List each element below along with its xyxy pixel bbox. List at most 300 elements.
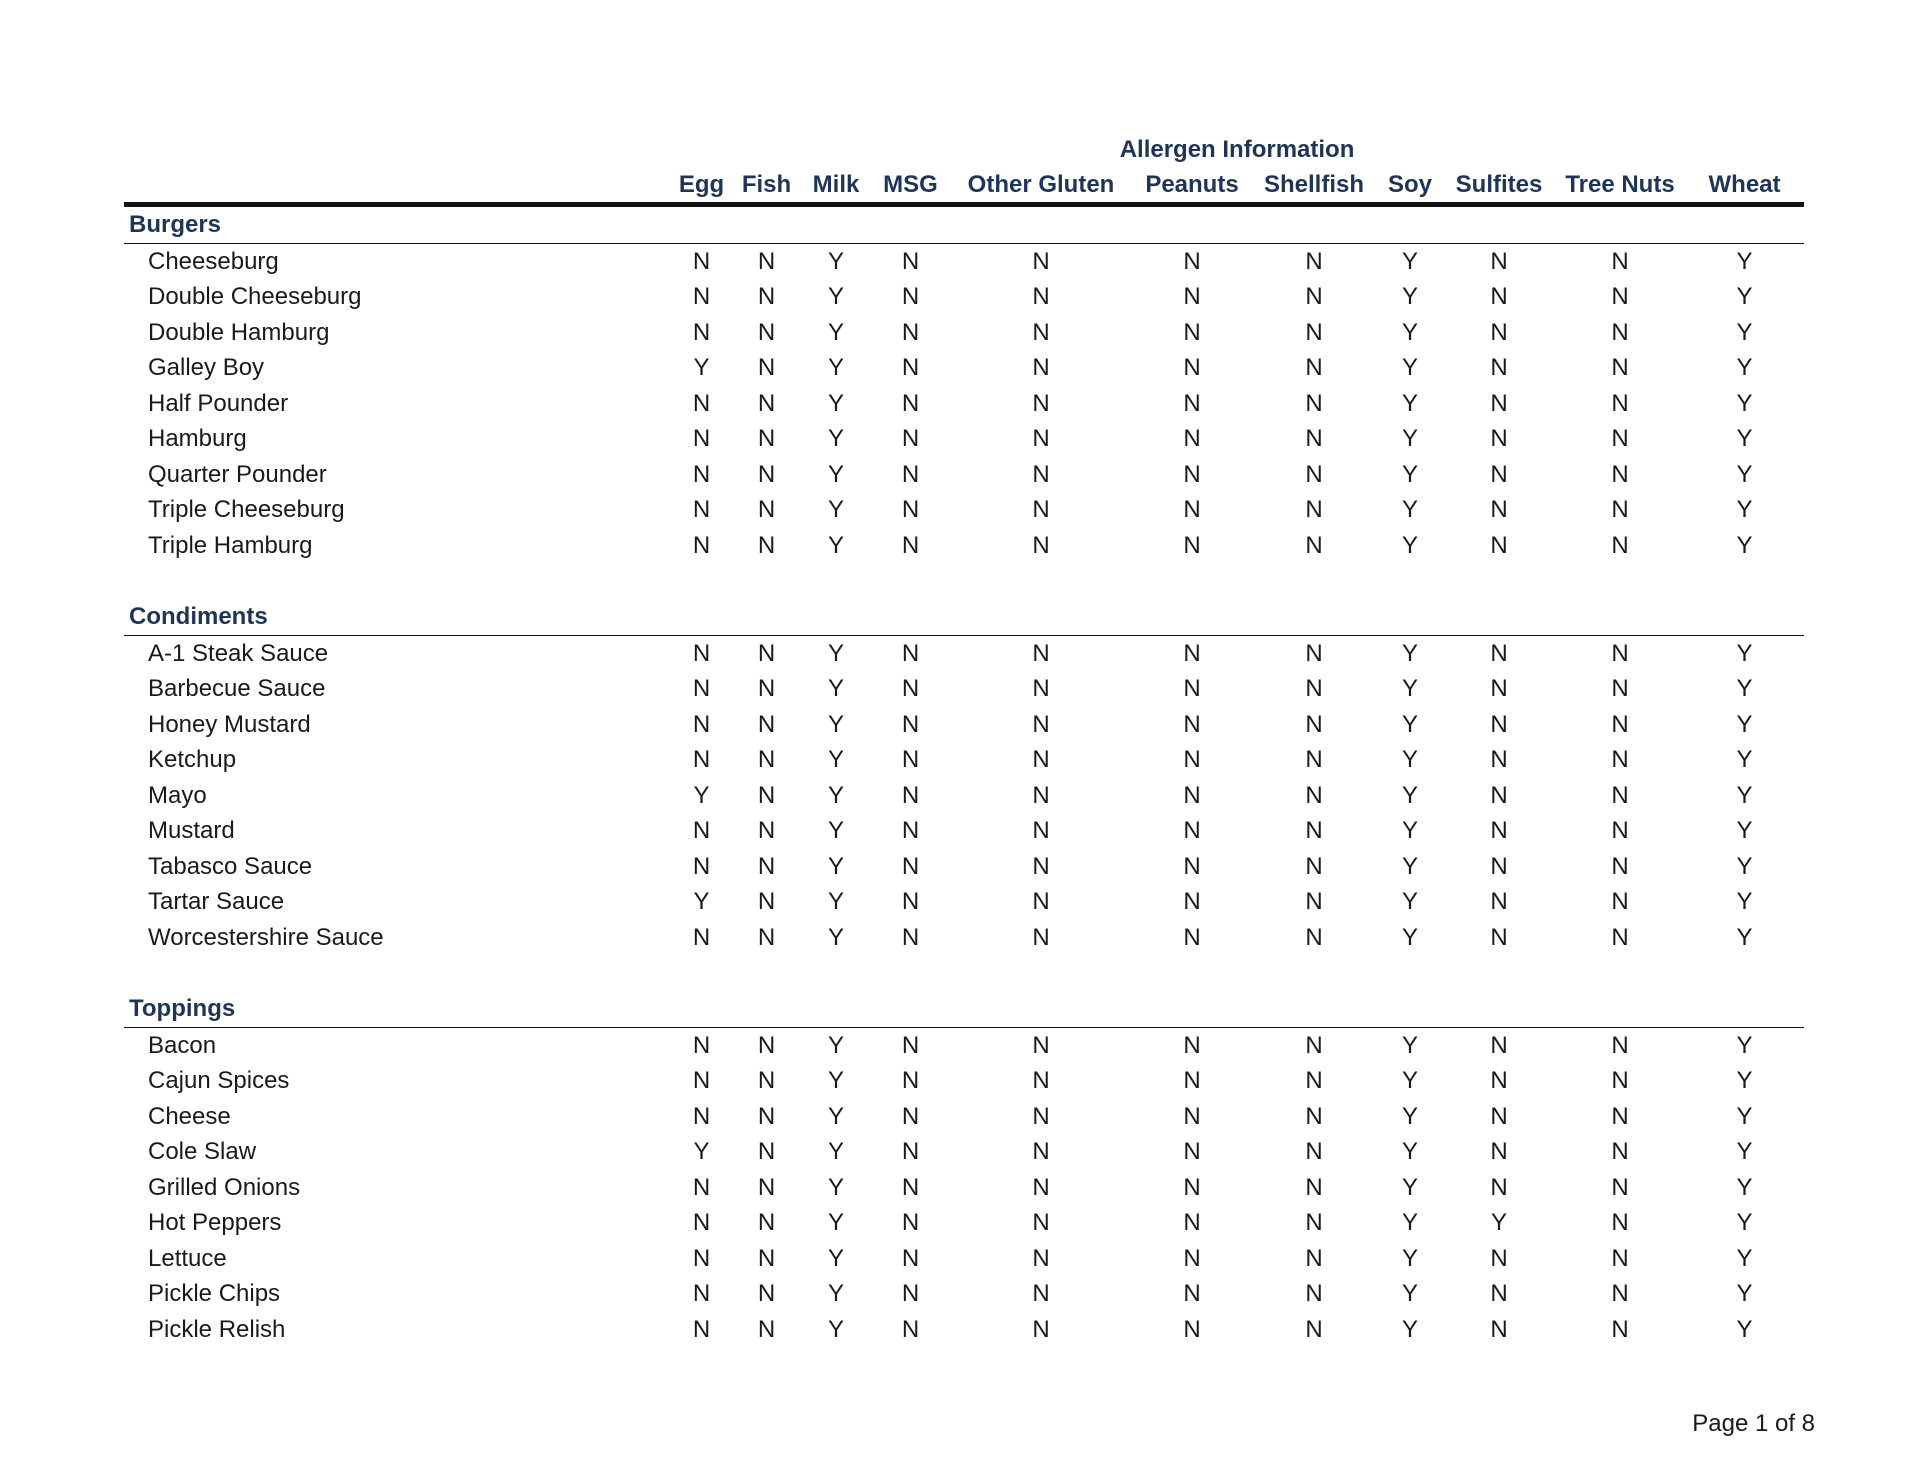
- column-header-egg: Egg: [670, 168, 733, 205]
- column-header-sulfites: Sulfites: [1443, 168, 1555, 205]
- allergen-cell: N: [1611, 639, 1629, 667]
- item-name: Cheeseburg: [148, 247, 279, 275]
- allergen-cell: N: [1305, 496, 1323, 523]
- allergen-cell: N: [901, 639, 920, 667]
- table-row: [124, 315, 1804, 351]
- allergen-cell: N: [1032, 1067, 1050, 1094]
- allergen-cell: Y: [1401, 318, 1418, 346]
- allergen-cell: N: [1611, 354, 1629, 381]
- allergen-cell: N: [692, 923, 711, 951]
- allergen-cell: Y: [827, 746, 844, 773]
- allergen-cell: N: [757, 1031, 776, 1059]
- allergen-cell: N: [692, 1315, 711, 1343]
- allergen-cell: Y: [1736, 639, 1753, 667]
- allergen-cell: N: [1611, 1244, 1629, 1272]
- allergen-cell: Y: [827, 1280, 844, 1307]
- allergen-cell: Y: [1401, 283, 1418, 310]
- allergen-cell: N: [1183, 318, 1201, 346]
- allergen-cell: N: [901, 354, 920, 381]
- allergen-cell: Y: [827, 425, 844, 452]
- column-header-peanuts: Peanuts: [1133, 168, 1251, 205]
- allergen-cell: N: [1490, 1315, 1508, 1343]
- allergen-cell: Y: [1736, 1031, 1753, 1059]
- allergen-cell: N: [1183, 460, 1201, 488]
- allergen-cell: Y: [1736, 318, 1753, 346]
- group-header-row: [124, 599, 1804, 635]
- column-header-shellfish: Shellfish: [1251, 168, 1377, 205]
- group-title: Burgers: [124, 205, 1804, 244]
- allergen-cell: N: [1490, 923, 1508, 951]
- allergen-cell: N: [757, 1102, 776, 1130]
- column-header-tree-nuts: Tree Nuts: [1555, 168, 1685, 205]
- allergen-cell: N: [1490, 1102, 1508, 1130]
- allergen-cell: Y: [827, 852, 844, 880]
- allergen-cell: N: [1611, 460, 1629, 488]
- allergen-cell: N: [1490, 1280, 1508, 1307]
- allergen-cell: N: [1183, 639, 1201, 667]
- allergen-cell: N: [1305, 1067, 1323, 1094]
- column-header-fish: Fish: [733, 168, 800, 205]
- allergen-cell: N: [1183, 817, 1201, 844]
- allergen-cell: N: [901, 460, 920, 488]
- allergen-cell: N: [1305, 1209, 1323, 1236]
- allergen-table: [124, 132, 1804, 1347]
- allergen-cell: N: [1490, 247, 1508, 275]
- allergen-cell: Y: [1736, 1173, 1753, 1201]
- allergen-cell: N: [757, 817, 776, 844]
- allergen-cell: N: [1611, 888, 1629, 915]
- allergen-cell: Y: [1736, 460, 1753, 488]
- allergen-cell: Y: [1401, 354, 1418, 381]
- allergen-cell: N: [757, 1280, 776, 1307]
- allergen-cell: N: [1305, 1280, 1323, 1307]
- allergen-cell: N: [757, 1138, 776, 1165]
- allergen-cell: N: [1183, 675, 1201, 702]
- allergen-cell: Y: [1401, 923, 1418, 951]
- allergen-cell: Y: [827, 1173, 844, 1201]
- item-name: Bacon: [148, 1031, 217, 1059]
- allergen-cell: Y: [1401, 781, 1418, 809]
- allergen-cell: Y: [1736, 283, 1753, 310]
- item-name: Ketchup: [148, 746, 237, 773]
- allergen-cell: N: [1490, 746, 1508, 773]
- allergen-cell: N: [1305, 389, 1323, 417]
- allergen-cell: N: [757, 852, 776, 880]
- allergen-cell: N: [1032, 710, 1050, 738]
- table-row: [124, 813, 1804, 849]
- allergen-cell: N: [1611, 1102, 1629, 1130]
- allergen-cell: N: [1305, 1031, 1323, 1059]
- allergen-cell: N: [1032, 425, 1050, 452]
- allergen-cell: N: [901, 389, 920, 417]
- allergen-cell: N: [1490, 389, 1508, 417]
- table-row: [124, 1276, 1804, 1312]
- table-row: [124, 1205, 1804, 1241]
- allergen-cell: Y: [827, 675, 844, 702]
- allergen-cell: N: [901, 817, 920, 844]
- table-row: [124, 1170, 1804, 1206]
- allergen-cell: Y: [1736, 1102, 1753, 1130]
- allergen-cell: N: [1183, 923, 1201, 951]
- allergen-cell: N: [1183, 852, 1201, 880]
- allergen-cell: N: [1305, 318, 1323, 346]
- allergen-cell: Y: [827, 781, 844, 809]
- allergen-cell: N: [901, 852, 920, 880]
- allergen-cell: N: [901, 247, 920, 275]
- allergen-cell: Y: [827, 283, 844, 310]
- allergen-cell: N: [1183, 1315, 1201, 1343]
- allergen-cell: N: [1611, 1280, 1629, 1307]
- allergen-cell: N: [692, 1102, 711, 1130]
- allergen-cell: Y: [1401, 639, 1418, 667]
- allergen-cell: N: [1032, 1102, 1050, 1130]
- allergen-cell: Y: [1736, 1209, 1753, 1236]
- allergen-cell: N: [1183, 283, 1201, 310]
- table-body: [124, 205, 1804, 1348]
- allergen-cell: N: [1183, 1102, 1201, 1130]
- allergen-cell: Y: [1736, 354, 1753, 381]
- allergen-cell: N: [1032, 1209, 1050, 1236]
- allergen-cell: N: [901, 1102, 920, 1130]
- allergen-cell: N: [1305, 1244, 1323, 1272]
- allergen-cell: Y: [1401, 746, 1418, 773]
- allergen-cell: N: [757, 283, 776, 310]
- allergen-cell: N: [1183, 1209, 1201, 1236]
- allergen-cell: Y: [827, 1102, 844, 1130]
- allergen-cell: N: [1183, 1067, 1201, 1094]
- allergen-cell: N: [1490, 1173, 1508, 1201]
- allergen-cell: N: [1032, 888, 1050, 915]
- allergen-cell: N: [1490, 1067, 1508, 1094]
- allergen-cell: N: [1305, 1173, 1323, 1201]
- allergen-cell: N: [1490, 283, 1508, 310]
- allergen-cell: N: [1305, 1315, 1323, 1343]
- allergen-cell: N: [692, 1209, 711, 1236]
- allergen-cell: N: [1032, 1173, 1050, 1201]
- allergen-cell: Y: [1401, 1280, 1418, 1307]
- allergen-cell: N: [1305, 460, 1323, 488]
- allergen-cell: Y: [827, 354, 844, 381]
- allergen-cell: Y: [827, 531, 844, 559]
- allergen-cell: N: [692, 460, 711, 488]
- table-row: [124, 1027, 1804, 1063]
- allergen-cell: N: [1183, 1031, 1201, 1059]
- allergen-cell: N: [1611, 852, 1629, 880]
- table-row: [124, 920, 1804, 956]
- allergen-cell: N: [1032, 781, 1050, 809]
- allergen-cell: Y: [827, 318, 844, 346]
- allergen-cell: N: [1490, 710, 1508, 738]
- allergen-cell: N: [1611, 923, 1629, 951]
- allergen-cell: N: [1611, 1031, 1629, 1059]
- item-name: Pickle Relish: [148, 1315, 286, 1343]
- allergen-cell: N: [1490, 817, 1508, 844]
- allergen-cell: N: [901, 1315, 920, 1343]
- allergen-cell: N: [1032, 283, 1050, 310]
- allergen-cell: N: [1032, 852, 1050, 880]
- allergen-cell: N: [1490, 460, 1508, 488]
- allergen-cell: N: [1490, 354, 1508, 381]
- allergen-cell: N: [901, 318, 920, 346]
- allergen-cell: N: [901, 1067, 920, 1094]
- allergen-cell: Y: [1401, 817, 1418, 844]
- group-title: Toppings: [124, 991, 1804, 1027]
- allergen-cell: N: [1490, 1031, 1508, 1059]
- page-number: Page 1 of 8: [1692, 1410, 1815, 1437]
- allergen-cell: N: [1305, 531, 1323, 559]
- item-name: Tabasco Sauce: [148, 852, 313, 880]
- allergen-cell: N: [1305, 852, 1323, 880]
- allergen-cell: Y: [1401, 1244, 1418, 1272]
- allergen-cell: N: [1490, 318, 1508, 346]
- allergen-cell: N: [1183, 496, 1201, 523]
- allergen-cell: Y: [1401, 425, 1418, 452]
- table-title: Allergen Information: [1119, 136, 1355, 163]
- allergen-cell: N: [901, 425, 920, 452]
- allergen-cell: N: [1032, 1031, 1050, 1059]
- allergen-cell: N: [692, 247, 711, 275]
- allergen-cell: N: [1183, 1280, 1201, 1307]
- item-name: Half Pounder: [148, 389, 289, 417]
- allergen-cell: N: [1183, 710, 1201, 738]
- allergen-cell: Y: [1736, 781, 1753, 809]
- item-name: Galley Boy: [148, 354, 265, 381]
- allergen-cell: Y: [827, 247, 844, 275]
- allergen-cell: Y: [827, 1067, 844, 1094]
- allergen-cell: N: [1611, 710, 1629, 738]
- allergen-cell: Y: [1736, 389, 1753, 417]
- allergen-cell: Y: [1736, 852, 1753, 880]
- allergen-cell: N: [1611, 781, 1629, 809]
- allergen-cell: N: [1611, 1138, 1629, 1165]
- allergen-cell: N: [1490, 531, 1508, 559]
- item-name: Triple Cheeseburg: [148, 496, 345, 523]
- allergen-cell: N: [1490, 1244, 1508, 1272]
- allergen-cell: N: [1032, 746, 1050, 773]
- table-row: [124, 1241, 1804, 1277]
- allergen-cell: Y: [1736, 496, 1753, 523]
- allergen-cell: Y: [827, 460, 844, 488]
- allergen-cell: Y: [1736, 1067, 1753, 1094]
- allergen-cell: N: [1305, 1102, 1323, 1130]
- allergen-cell: N: [1611, 1315, 1629, 1343]
- allergen-cell: N: [757, 1315, 776, 1343]
- table-row: [124, 884, 1804, 920]
- allergen-cell: N: [901, 675, 920, 702]
- item-name: Pickle Chips: [148, 1280, 281, 1307]
- allergen-cell: N: [757, 1173, 776, 1201]
- allergen-cell: N: [1032, 923, 1050, 951]
- allergen-cell: Y: [1736, 710, 1753, 738]
- allergen-cell: N: [692, 318, 711, 346]
- allergen-cell: N: [1183, 1138, 1201, 1165]
- item-name: Barbecue Sauce: [148, 675, 326, 702]
- allergen-cell: N: [1032, 675, 1050, 702]
- column-header-milk: Milk: [800, 168, 872, 205]
- item-name: Triple Hamburg: [148, 531, 313, 559]
- allergen-cell: N: [757, 425, 776, 452]
- allergen-cell: N: [1032, 247, 1050, 275]
- allergen-cell: Y: [693, 888, 710, 915]
- column-header-row: [124, 168, 1804, 205]
- item-name: Double Hamburg: [148, 318, 330, 346]
- allergen-cell: N: [692, 710, 711, 738]
- allergen-cell: Y: [1401, 1173, 1418, 1201]
- allergen-cell: N: [757, 1244, 776, 1272]
- allergen-cell: N: [1183, 531, 1201, 559]
- allergen-cell: N: [692, 1280, 711, 1307]
- allergen-cell: Y: [1401, 247, 1418, 275]
- table-row: [124, 1134, 1804, 1170]
- allergen-cell: Y: [1401, 852, 1418, 880]
- allergen-cell: N: [1611, 531, 1629, 559]
- table-row: [124, 350, 1804, 386]
- allergen-cell: N: [1032, 639, 1050, 667]
- allergen-cell: N: [1611, 389, 1629, 417]
- group-header-row: [124, 205, 1804, 244]
- allergen-cell: N: [757, 1067, 776, 1094]
- allergen-cell: N: [1305, 746, 1323, 773]
- allergen-cell: N: [1611, 1067, 1629, 1094]
- allergen-cell: N: [1611, 1173, 1629, 1201]
- allergen-cell: N: [692, 1244, 711, 1272]
- allergen-cell: N: [1183, 247, 1201, 275]
- allergen-cell: N: [1490, 852, 1508, 880]
- allergen-cell: N: [901, 1244, 920, 1272]
- allergen-cell: Y: [1736, 1280, 1753, 1307]
- allergen-cell: Y: [827, 888, 844, 915]
- allergen-cell: Y: [1401, 389, 1418, 417]
- allergen-cell: N: [1611, 817, 1629, 844]
- allergen-cell: N: [1490, 639, 1508, 667]
- allergen-cell: N: [1611, 318, 1629, 346]
- allergen-cell: Y: [1401, 1031, 1418, 1059]
- allergen-cell: N: [1032, 496, 1050, 523]
- allergen-cell: Y: [1736, 923, 1753, 951]
- allergen-cell: N: [1032, 389, 1050, 417]
- table-row: [124, 635, 1804, 671]
- allergen-cell: N: [1183, 746, 1201, 773]
- allergen-cell: Y: [1401, 1067, 1418, 1094]
- item-name: Quarter Pounder: [148, 460, 327, 488]
- allergen-cell: Y: [693, 781, 710, 809]
- item-name: Cole Slaw: [148, 1138, 257, 1165]
- allergen-cell: N: [1032, 460, 1050, 488]
- column-header-wheat: Wheat: [1685, 168, 1804, 205]
- item-name: Cheese: [148, 1102, 231, 1130]
- table-row: [124, 421, 1804, 457]
- allergen-cell: N: [692, 283, 711, 310]
- allergen-cell: N: [692, 531, 711, 559]
- allergen-cell: N: [757, 531, 776, 559]
- allergen-cell: N: [692, 639, 711, 667]
- allergen-cell: Y: [1401, 1102, 1418, 1130]
- allergen-cell: Y: [827, 923, 844, 951]
- allergen-cell: N: [692, 675, 711, 702]
- allergen-cell: N: [1032, 817, 1050, 844]
- allergen-cell: N: [1305, 283, 1323, 310]
- item-name: Honey Mustard: [148, 710, 311, 738]
- allergen-cell: Y: [1401, 675, 1418, 702]
- allergen-cell: Y: [1736, 675, 1753, 702]
- allergen-cell: N: [1032, 354, 1050, 381]
- allergen-cell: N: [692, 746, 711, 773]
- allergen-cell: Y: [1736, 425, 1753, 452]
- table-row: [124, 1063, 1804, 1099]
- allergen-cell: N: [901, 781, 920, 809]
- allergen-cell: N: [757, 247, 776, 275]
- group-spacer: [124, 563, 1804, 599]
- allergen-cell: N: [1490, 496, 1508, 523]
- table-row: [124, 492, 1804, 528]
- group-header-row: [124, 991, 1804, 1027]
- allergen-cell: N: [1183, 781, 1201, 809]
- item-name: Hamburg: [148, 425, 247, 452]
- allergen-cell: N: [901, 1280, 920, 1307]
- allergen-cell: N: [757, 675, 776, 702]
- allergen-cell: N: [757, 354, 776, 381]
- item-name: Cajun Spices: [148, 1067, 290, 1094]
- item-name: Grilled Onions: [148, 1173, 301, 1201]
- allergen-cell: Y: [827, 1315, 844, 1343]
- allergen-cell: Y: [1401, 888, 1418, 915]
- allergen-cell: N: [757, 389, 776, 417]
- allergen-cell: N: [1183, 389, 1201, 417]
- allergen-cell: N: [1611, 675, 1629, 702]
- allergen-cell: Y: [1736, 1244, 1753, 1272]
- allergen-cell: N: [901, 531, 920, 559]
- allergen-cell: N: [1305, 354, 1323, 381]
- table-row: [124, 457, 1804, 493]
- allergen-cell: N: [901, 1031, 920, 1059]
- allergen-cell: Y: [1736, 247, 1753, 275]
- allergen-cell: N: [1305, 888, 1323, 915]
- item-name: Double Cheeseburg: [148, 283, 362, 310]
- allergen-cell: N: [692, 425, 711, 452]
- allergen-cell: N: [692, 852, 711, 880]
- allergen-cell: N: [1305, 781, 1323, 809]
- allergen-cell: N: [1611, 425, 1629, 452]
- allergen-cell: N: [1305, 710, 1323, 738]
- allergen-cell: Y: [827, 710, 844, 738]
- allergen-cell: Y: [1401, 460, 1418, 488]
- allergen-cell: N: [757, 923, 776, 951]
- table-row: [124, 778, 1804, 814]
- allergen-cell: N: [901, 746, 920, 773]
- allergen-cell: N: [1305, 923, 1323, 951]
- allergen-cell: N: [901, 1173, 920, 1201]
- allergen-cell: Y: [693, 1138, 710, 1165]
- column-header-other-gluten: Other Gluten: [949, 168, 1133, 205]
- allergen-cell: Y: [1490, 1209, 1507, 1236]
- allergen-cell: N: [1611, 283, 1629, 310]
- allergen-cell: N: [1305, 639, 1323, 667]
- allergen-cell: N: [757, 318, 776, 346]
- allergen-cell: Y: [827, 1138, 844, 1165]
- allergen-cell: N: [1183, 425, 1201, 452]
- allergen-cell: N: [1183, 1173, 1201, 1201]
- table-row: [124, 243, 1804, 279]
- allergen-cell: N: [901, 1138, 920, 1165]
- allergen-cell: N: [692, 817, 711, 844]
- allergen-cell: N: [1305, 247, 1323, 275]
- allergen-cell: Y: [693, 354, 710, 381]
- allergen-cell: Y: [827, 496, 844, 523]
- allergen-cell: N: [757, 460, 776, 488]
- table-row: [124, 1312, 1804, 1348]
- table-row: [124, 279, 1804, 315]
- allergen-cell: N: [1032, 1280, 1050, 1307]
